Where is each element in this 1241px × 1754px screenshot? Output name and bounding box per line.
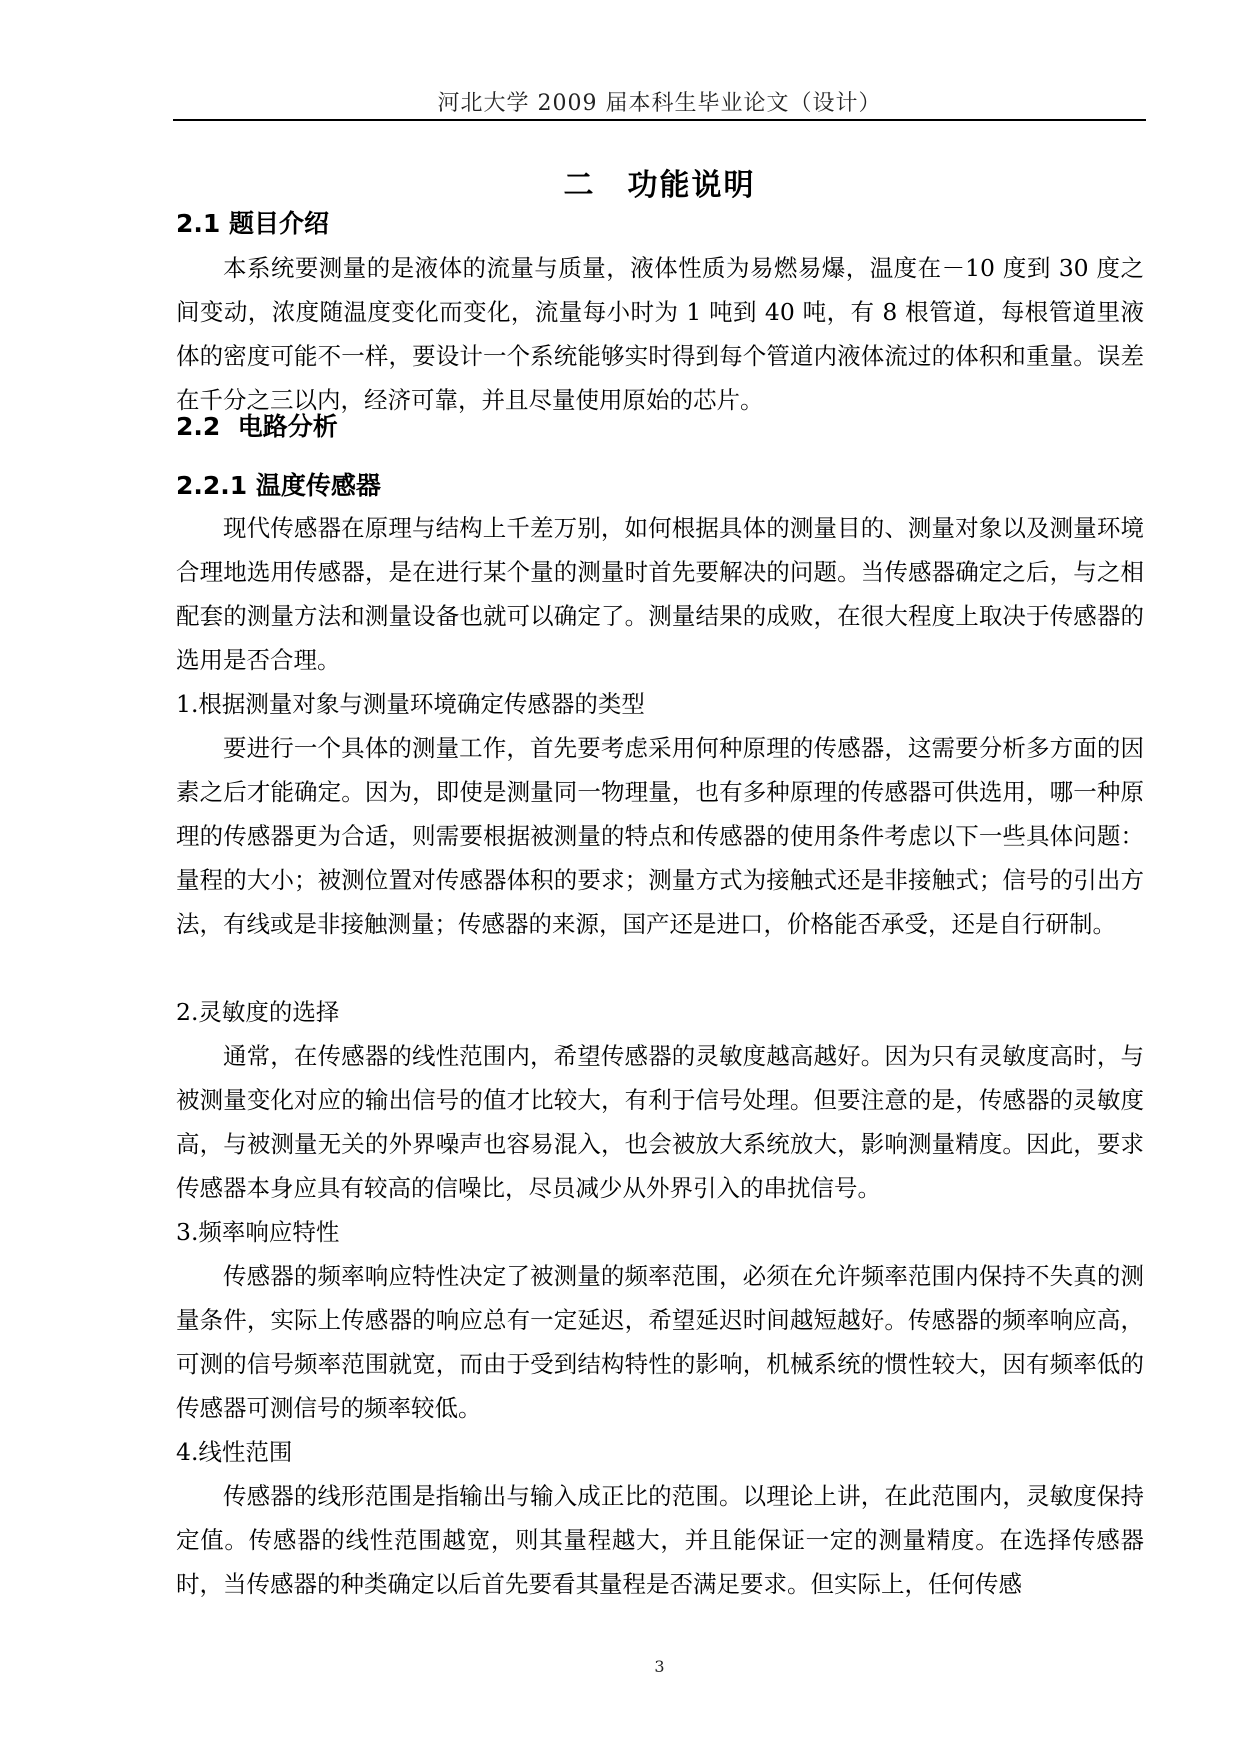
list-item-title-3: 3.频率响应特性 — [176, 1218, 340, 1246]
section-heading-2-1: 2.1 题目介绍 — [176, 209, 329, 238]
list-item-text-3: 传感器的频率响应特性决定了被测量的频率范围，必须在允许频率范围内保持不失真的测量条件，实际上传感器的响应总有一定延迟，希望延迟时间越短越好。传感器的频率响应高，可测的信号频率范围就宽，而由于受到结构特性的影响，机械系统的惯性较大，因有频率低的传感器可测信号的频率较低。 — [176, 1262, 1144, 1422]
list-item-title-4: 4.线性范围 — [176, 1438, 293, 1466]
header-divider — [173, 119, 1146, 121]
list-item-text-1: 要进行一个具体的测量工作，首先要考虑采用何种原理的传感器，这需要分析多方面的因素之后才能确定。因为，即使是测量同一物理量，也有多种原理的传感器可供选用，哪一种原理的传感器更为合适，则需要根据被测量的特点和传感器的使用条件考虑以下一些具体问题：量程的大小；被测位置对传感器体积的要求；测量方式为接触式还是非接触式；信号的引出方法，有线或是非接触测量；传感器的来源，国产还是进口，价格能否承受，还是自行研制。 — [176, 734, 1144, 938]
section-heading-2-2-1: 2.2.1 温度传感器 — [176, 471, 381, 500]
paragraph-2-2-1-intro: 现代传感器在原理与结构上千差万别，如何根据具体的测量目的、测量对象以及测量环境合理地选用传感器，是在进行某个量的测量时首先要解决的问题。当传感器确定之后，与之相配套的测量方法和测量设备也就可以确定了。测量结果的成败，在很大程度上取决于传感器的选用是否合理。 — [176, 514, 1144, 674]
list-item-text-4: 传感器的线形范围是指输出与输入成正比的范围。以理论上讲，在此范围内，灵敏度保持定值。传感器的线性范围越宽，则其量程越大，并且能保证一定的测量精度。在选择传感器时，当传感器的种类确定以后首先要看其量程是否满足要求。但实际上，任何传感 — [176, 1482, 1144, 1598]
list-item-title-1: 1.根据测量对象与测量环境确定传感器的类型 — [176, 690, 645, 718]
page-number: 3 — [654, 1657, 665, 1676]
section-heading-2-2: 2.2 电路分析 — [176, 412, 338, 441]
list-item-title-2: 2.灵敏度的选择 — [176, 998, 340, 1026]
running-header: 河北大学 2009 届本科生毕业论文（设计） — [437, 91, 882, 116]
paragraph-2-1-intro: 本系统要测量的是液体的流量与质量，液体性质为易燃易爆，温度在－10 度到 30 度之间变动，浓度随温度变化而变化，流量每小时为 1 吨到 40 吨，有 8 根管道，每根管道里液体的密度可能不一样，要设计一个系统能够实时得到每个管道内液体流过的体积和重量。误差在千分之三以内，经济可靠，并且尽量使用原始的芯片。 — [176, 254, 1144, 414]
chapter-title: 二 功能说明 — [563, 168, 756, 203]
list-item-text-2: 通常，在传感器的线性范围内，希望传感器的灵敏度越高越好。因为只有灵敏度高时，与被测量变化对应的输出信号的值才比较大，有利于信号处理。但要注意的是，传感器的灵敏度高，与被测量无关的外界噪声也容易混入，也会被放大系统放大，影响测量精度。因此，要求传感器本身应具有较高的信噪比，尽员减少从外界引入的串扰信号。 — [176, 1042, 1144, 1202]
